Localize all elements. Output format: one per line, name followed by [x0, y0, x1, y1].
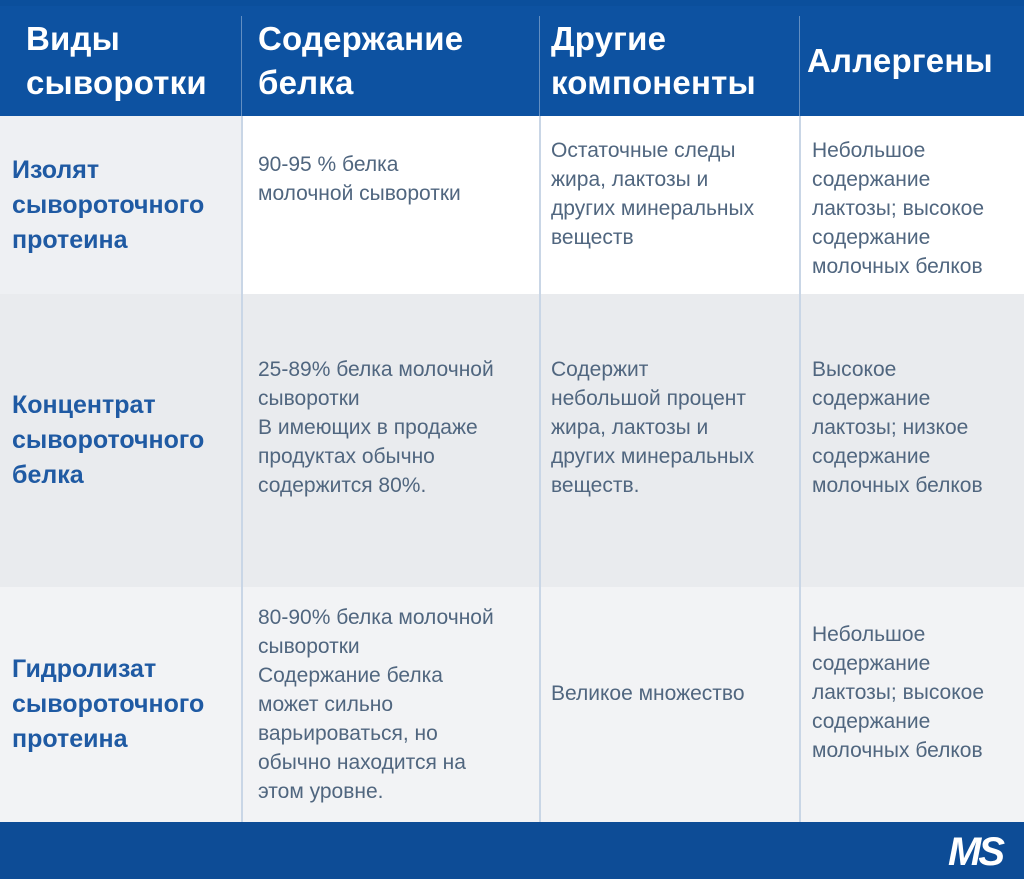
whey-type-name: Концентрат сывороточного белка	[12, 391, 205, 489]
table-row	[0, 294, 1024, 587]
brand-logo: MS	[948, 830, 1002, 874]
whey-type-name: Гидролизат сывороточного протеина	[12, 655, 205, 753]
header-protein-content: Содержание белка	[258, 20, 464, 101]
table-header	[0, 6, 1024, 116]
protein-content-text: 25-89% белка молочной сыворотки В имеющих в продаже продуктах обычно содержится 80%.	[258, 358, 494, 497]
protein-cell	[242, 294, 540, 587]
allergens-text: Небольшое содержание лактозы; высокое содержание молочных белков	[812, 623, 985, 762]
row-type-cell	[0, 116, 242, 294]
protein-cell	[242, 116, 540, 294]
column-divider	[539, 116, 541, 822]
table-row	[0, 587, 1024, 822]
whey-type-name: Изолят сывороточного протеина	[12, 155, 205, 254]
allergens-cell	[800, 294, 1024, 587]
row-type-cell	[0, 294, 242, 587]
header-divider	[539, 16, 540, 116]
row-type-cell	[0, 587, 242, 822]
protein-content-text: 80-90% белка молочной сыворотки Содержание белка может сильно варьироваться, но обычно находится на этом уровне.	[258, 606, 494, 803]
table-row	[0, 116, 1024, 294]
other-components-text: Содержит небольшой процент жира, лактозы и других минеральных веществ.	[551, 358, 755, 497]
column-divider	[241, 116, 243, 822]
header-allergens: Аллергены	[807, 42, 993, 79]
other-components-text: Остаточные следы жира, лактозы и других минеральных веществ	[551, 139, 755, 249]
allergens-text: Высокое содержание лактозы; низкое содержание молочных белков	[812, 358, 983, 497]
footer-bar	[0, 822, 1024, 879]
allergens-cell	[800, 587, 1024, 822]
other-components-text: Великое множество	[551, 682, 745, 705]
allergens-cell	[800, 116, 1024, 294]
header-whey-types: Виды сыворотки	[26, 20, 207, 101]
other-components-cell	[540, 116, 800, 294]
protein-cell	[242, 587, 540, 822]
allergens-text: Небольшое содержание лактозы; высокое содержание молочных белков	[812, 139, 985, 278]
header-divider	[799, 16, 800, 116]
other-components-cell	[540, 294, 800, 587]
header-divider	[241, 16, 242, 116]
protein-content-text: 90-95 % белка молочной сыворотки	[258, 153, 461, 205]
other-components-cell	[540, 587, 800, 822]
column-divider	[799, 116, 801, 822]
header-other-components: Другие компоненты	[551, 20, 756, 101]
